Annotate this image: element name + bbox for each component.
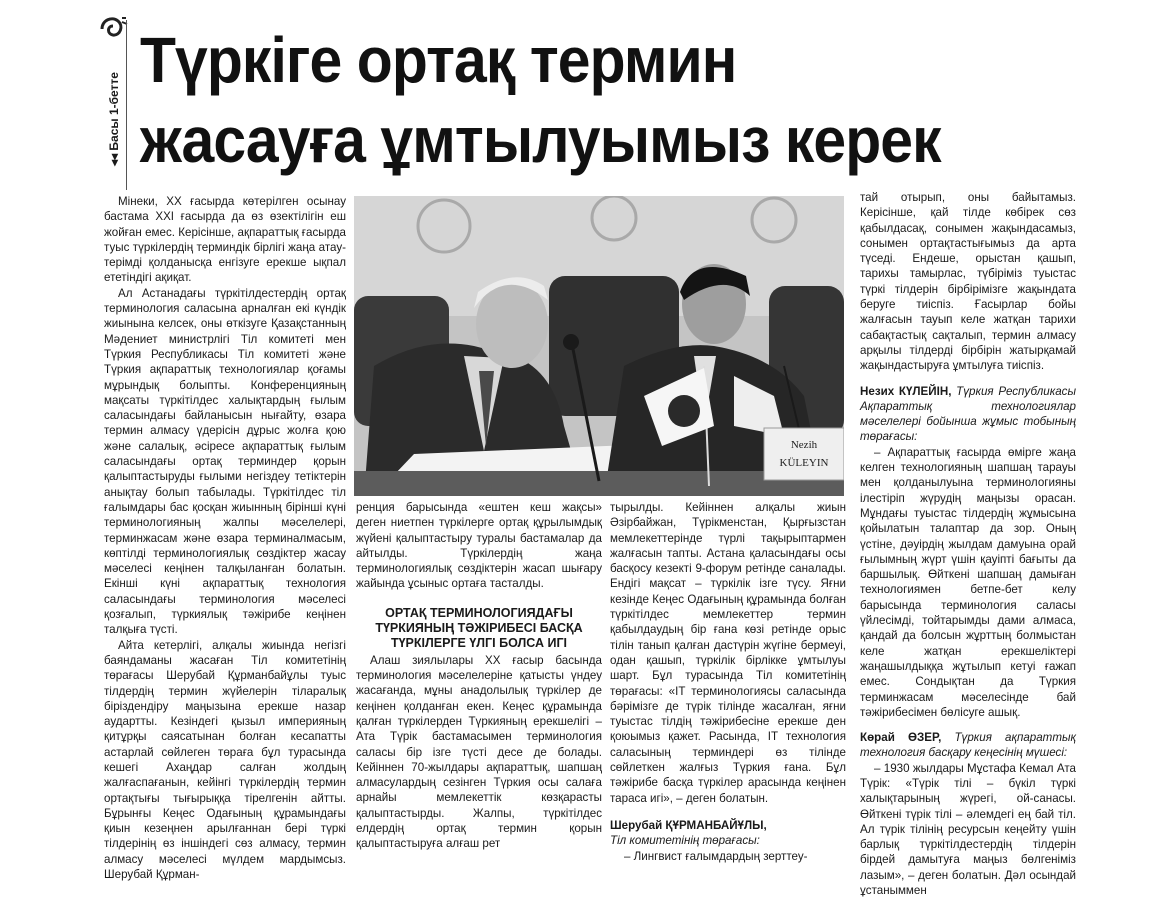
speaker-block [860,730,1076,761]
ornament-icon [96,12,130,46]
paragraph: Мінеки, XX ғасырда көтерілген осынау бастама XXI ғасырда да өз өзектілігін еш жойған емес. Керісінше, ақпараттық ғасырда туыс түркілердің терминдік бірлігі жаңа атау-терімді қолданысқа енгізуге ерекше ықпал ететіндігі ақиқат. [104,195,346,285]
nameplate-line-2: KÜLEYIN [779,457,829,469]
speaker-name: Көрай ӨЗЕР, [860,731,942,745]
speaker-role: Түркия ақпараттық технология басқару кеңесінің мүшесі: [860,731,1076,760]
article-column-2 [356,500,602,852]
speaker-role: Тіл комитетінің төрағасы: [610,834,760,848]
paragraph: – Ақпараттық ғасырда өмірге жаңа келген технологияның шапшаң тарауы мен қолданылуына терминологияны ілестіріп жүрудің маңызы орасан. Мұндағы туыстас тілдердің жұмысына қойылатын талаптар да зор. Оның үстіне, дәуірдің жылдам дамуына орай ғылымның жүрт үшін қауіпті бағыты да баршылық. Өйткені шапшаң дамыған технологиямен бетпе-бет келу барысында терминология саласы үйлесімді, тойтарымды дами алмаса, қандай да болсын жұрттың болмыстан келе жатқан ерекшеліктері жаңашылдыққа жұтылып кетуі ғажап емес. Сондықтан да Түркия терминжасам мәселесінде бай тәжірибесімен бөлісуге ашық. [860,445,1076,719]
speaker-role: Түркия Республикасы Ақпараттық технологиялар мәселелері бойынша жұмыс тобының төрағасы: [860,384,1076,444]
speaker-name: Незих КҮЛЕЙІН, [860,384,952,398]
paragraph: Ал Астанадағы түркітілдестердің ортақ терминология саласына арналған екі күндік жиынына келсек, оны өткізуге Қазақстанның Мәдениет министрлігі Тіл комитеті мен Түркия Республикасы Тіл комитеті және Түркия ақпараттық технологиялар қоғамы мұрындық болыпты. Конференцияның мақсаты түркітілдес халықтардың ғылым саласындағы байланысын нығайту, өзара термин алмасу үдерісін дұрыс жолға қою және салалық, әсіресе ақпараттық ғылым саласындағы ортақ терминдер қорын қалыптастыруды ғылыми негіздеу тетіктерін анықтау болып табылады. Түркітілдес тіл ғалымдары бас қосқан жиынның бірінші күні терминологияның жалпы мәселелері, терминжасам және өзара терминалмасым, көптілді терминологиялық сөздіктер жасау мәселесі кеңінен талқыланған болатын. Екінші күні ақпараттық технология саласындағы терминология мәселесі қозғалып, түркиялық тәжірибе кеңінен талқыға түсті. [104,286,346,637]
paragraph: – Лингвист ғалымдардың зерттеу- [624,849,808,863]
headline-line-2: жасауға ұмтылуымыз керек [140,104,941,176]
article-column-4 [860,190,1076,898]
conference-photo [354,196,844,496]
paragraph: тырылды. Кейіннен алқалы жиын Әзірбайжан, Түрікменстан, Қырғызстан мемлекеттерінде түрлі тақырыптармен жалғасын тапты. Астана қаласындағы осы басқосу кезекті 9-форум ретінде саналады. Ендігі мақсат – түркілік ізге түсу. Яғни кезінде Кеңес Одағының құрамында болған түркітілдес мемлекеттер термин қабылдаудың бір ғана көзі ретінде орыс тілін танып қалған дастүрін жүгіне бермеуі, одан қашып, түркілік бірлікке ұмтылуы шарт. Бұл турасында Тіл комитетінің төрағасы: «IT терминологиясы саласында бәрімізге де түрік тілінде жасалған, яғни туыстас тілдің тәжірибесіне ерекше ден қоюымыз қажет. Расында, IT технология саласының терминдері өз тілінде сөйлеткен жалғыз Түркия ғана. Бұл тәжірибе басқа түркілер арасында кеңінен тараса игі», – деген болатын. [610,501,846,805]
continued-from-page-1 [104,52,126,192]
nameplate-line-1: Nezih [790,439,818,451]
headline [140,20,996,180]
side-ref-text: ◂◂ Басы 1-бетте [107,72,121,166]
article-column-3 [610,500,846,864]
divider [126,20,127,190]
paragraph: тай отырып, оны байытамыз. Керісінше, қай тілде көбірек сөз қабылдасақ, сонымен жақындасамыз, сонымен ортақтастығымыз да арта түседі. Ендеше, орыстан қашып, тарихы тамырлас, түбірімiз туыстас түркі тілдерін бірбірімізге жақындата беруге тиіспіз. Ғасырлар бойы жалғасын тауып келе жатқан тарихи сабақтастық сақталып, термин алмасу арқылы тілдерді бірбірін жатырқамай жақындастыруға ұмтылуға тиіспіз. [860,191,1076,373]
article-column-1 [104,194,346,882]
paragraph: Алаш зиялылары XX ғасыр басында терминология мәселелеріне қатысты үндеу жасағанда, мұны анадолылық түркілер де кеңінен қолданған екен. Кеңес құрамында қалған түркілерден Түркияның ерекшелігі – Ата Түрік бастамасымен терминология саласы бір ізге түсті десе де болады. Кейіннен 70-жылдары ақпараттық, шапшаң алмасулардың сезінген Түркия осы салаға арнайы мемлекеттік көзқарасты қалыптастырды. Жалпы, түркітілдес елдердің ортақ термин қорын қалыптастыруға алғаш рет [356,653,602,851]
headline-line-1: Түркіге ортақ термин [140,24,737,96]
paragraph: – 1930 жылдары Мұстафа Кемал Ата Түрік: «Түрік тілі – бүкіл түркі халықтарының жүрегі, ой-санасы. Өйткені түрік тілі – әлемдегі ең бай тіл. Ал түрік тілінің ресурсын кеңейту үшін барлық түркітілдестердің тілдерін бірдей дамытуға маңыз бөлгеніміз лазым», – деген болатын. Дәл осындай ұстаныммен [860,761,1076,898]
paragraph: Айта кетерлігі, алқалы жиында негізгі баяндаманы жасаған Тіл комитетінің төрағасы Шерубай Құрманбайұлы туыс тілдердің термин жүйелерін тіларалық біріздендіру маңызына ерекше назар аудартты. Кезіндегі қызыл империяның қитұрқы саясатынан болған кесапатты астарлай сөйлеген төраға бұл турасында кешегі Ахаңдар салған жолдың жалғаспағанын, кейінгі түркілердің термин ортақтығы тығырыққа тірелгенін айтты. Бұрынғы Кеңес Одағының құрамындағы қиын кезеңнен арылғаннан бері түркі тілдерінің өз іншіндегі сөз алмасу, термин алмасу мәселесі мүлдем мардымсыз. Шерубай Құрман- [104,638,346,882]
photo-illustration [354,196,844,496]
speaker-name: Шерубай ҚҰРМАНБАЙҰЛЫ, [610,818,767,832]
paragraph: ренция барысында «ештен кеш жақсы» деген ниетпен түркілерге ортақ құрылымдық жүйені қалыптастыру туралы бастамалар да айтылды. Түркілердің жаңа терминологиялық сөздіктерін жасап шығару жайында ұсыныс ортаға тасталды. [356,501,602,591]
speaker-block [860,384,1076,445]
section-subheading: ОРТАҚ ТЕРМИНОЛОГИЯДАҒЫ ТҮРКИЯНЫҢ ТӘЖІРИБЕСІ БАСҚА ТҮРКІЛЕРГЕ ҮЛГІ БОЛСА ИГІ [375,605,583,650]
